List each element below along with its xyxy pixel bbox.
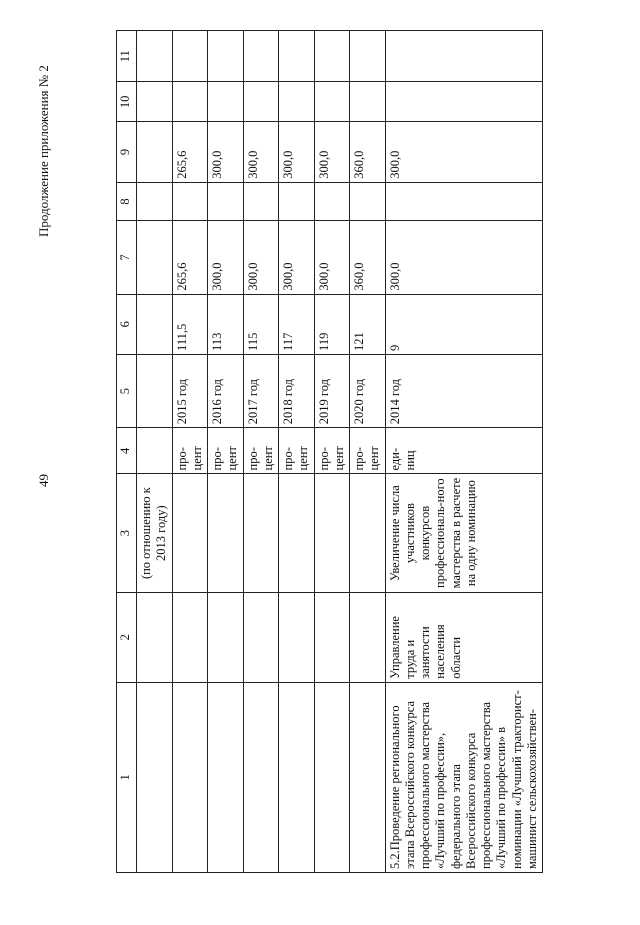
cell-year: 2018 год bbox=[279, 354, 315, 427]
cell-event bbox=[172, 682, 208, 872]
page-number: 49 bbox=[36, 474, 51, 487]
cell-executor bbox=[243, 592, 279, 682]
cell-event: 5.2.Проведение регионального этапа Всероссийского конкурса профессионального мастерства «Лучший по профессии», федерального этапа Всероссийского конкурса профессионального мастерства «Лучший по профессии» в номинации «Лучший тракторист-машинист сельскохозяйствен- bbox=[385, 682, 543, 872]
table-row bbox=[243, 31, 279, 873]
cell-amount: 300,0 bbox=[385, 221, 543, 294]
cell-unit bbox=[137, 428, 173, 474]
cell-executor: Управление труда и занятости населения области bbox=[385, 592, 543, 682]
col-header: 9 bbox=[117, 122, 137, 182]
table-row bbox=[137, 31, 173, 873]
cell-col9: 300,0 bbox=[208, 122, 244, 182]
program-table bbox=[116, 30, 543, 873]
cell-col10 bbox=[172, 82, 208, 122]
cell-col10 bbox=[137, 82, 173, 122]
col-header: 2 bbox=[117, 592, 137, 682]
cell-col11 bbox=[385, 31, 543, 82]
cell-indicator: Увеличение числа участников конкурсов профессиональ-ного мастерства в расчете на одну номинацию bbox=[385, 474, 543, 592]
cell-indicator bbox=[208, 474, 244, 592]
cell-indicator bbox=[314, 474, 350, 592]
cell-year: 2020 год bbox=[350, 354, 386, 427]
cell-year: 2014 год bbox=[385, 354, 543, 427]
cell-year: 2017 год bbox=[243, 354, 279, 427]
cell-col11 bbox=[279, 31, 315, 82]
continuation-note: Продолжение приложения № 2 bbox=[36, 65, 51, 237]
cell-col10 bbox=[208, 82, 244, 122]
cell-unit: про-цент bbox=[243, 428, 279, 474]
table-row bbox=[385, 31, 543, 873]
cell-col8 bbox=[243, 182, 279, 221]
cell-indicator bbox=[350, 474, 386, 592]
cell-unit: про-цент bbox=[172, 428, 208, 474]
cell-year: 2015 год bbox=[172, 354, 208, 427]
cell-event bbox=[350, 682, 386, 872]
cell-year: 2016 год bbox=[208, 354, 244, 427]
cell-executor bbox=[172, 592, 208, 682]
cell-unit: про-цент bbox=[350, 428, 386, 474]
cell-amount: 300,0 bbox=[314, 221, 350, 294]
cell-value: 9 bbox=[385, 294, 543, 354]
cell-indicator bbox=[279, 474, 315, 592]
cell-col8 bbox=[172, 182, 208, 221]
cell-year: 2019 год bbox=[314, 354, 350, 427]
cell-unit: про-цент bbox=[314, 428, 350, 474]
cell-col8 bbox=[385, 182, 543, 221]
cell-event bbox=[137, 682, 173, 872]
cell-event bbox=[314, 682, 350, 872]
cell-value: 115 bbox=[243, 294, 279, 354]
col-header: 8 bbox=[117, 182, 137, 221]
cell-year bbox=[137, 354, 173, 427]
cell-executor bbox=[279, 592, 315, 682]
cell-event bbox=[279, 682, 315, 872]
cell-unit: про-цент bbox=[208, 428, 244, 474]
cell-col8 bbox=[350, 182, 386, 221]
cell-value bbox=[137, 294, 173, 354]
cell-col9: 300,0 bbox=[243, 122, 279, 182]
cell-executor bbox=[208, 592, 244, 682]
cell-value: 121 bbox=[350, 294, 386, 354]
cell-amount: 300,0 bbox=[208, 221, 244, 294]
cell-col11 bbox=[243, 31, 279, 82]
cell-amount: 265,6 bbox=[172, 221, 208, 294]
cell-indicator bbox=[243, 474, 279, 592]
cell-col11 bbox=[208, 31, 244, 82]
column-number-row bbox=[117, 31, 137, 873]
cell-col8 bbox=[208, 182, 244, 221]
cell-col9: 300,0 bbox=[385, 122, 543, 182]
cell-amount: 300,0 bbox=[243, 221, 279, 294]
cell-indicator: (по отношению к 2013 году) bbox=[137, 474, 173, 592]
table-row bbox=[279, 31, 315, 873]
table-row bbox=[172, 31, 208, 873]
cell-executor bbox=[137, 592, 173, 682]
cell-col10 bbox=[314, 82, 350, 122]
cell-col8 bbox=[314, 182, 350, 221]
cell-executor bbox=[314, 592, 350, 682]
cell-col10 bbox=[350, 82, 386, 122]
table-row bbox=[350, 31, 386, 873]
cell-event bbox=[243, 682, 279, 872]
cell-value: 117 bbox=[279, 294, 315, 354]
col-header: 5 bbox=[117, 354, 137, 427]
page-header bbox=[36, 20, 76, 925]
cell-col8 bbox=[279, 182, 315, 221]
cell-unit: еди-ниц bbox=[385, 428, 543, 474]
table-row bbox=[314, 31, 350, 873]
cell-value: 113 bbox=[208, 294, 244, 354]
cell-amount: 300,0 bbox=[279, 221, 315, 294]
col-header: 6 bbox=[117, 294, 137, 354]
cell-value: 111,5 bbox=[172, 294, 208, 354]
col-header: 11 bbox=[117, 31, 137, 82]
cell-col10 bbox=[279, 82, 315, 122]
cell-amount: 360,0 bbox=[350, 221, 386, 294]
cell-indicator bbox=[172, 474, 208, 592]
cell-col10 bbox=[243, 82, 279, 122]
cell-value: 119 bbox=[314, 294, 350, 354]
cell-col10 bbox=[385, 82, 543, 122]
cell-col11 bbox=[172, 31, 208, 82]
cell-col9: 265,6 bbox=[172, 122, 208, 182]
cell-amount bbox=[137, 221, 173, 294]
col-header: 4 bbox=[117, 428, 137, 474]
cell-executor bbox=[350, 592, 386, 682]
col-header: 10 bbox=[117, 82, 137, 122]
cell-col9: 360,0 bbox=[350, 122, 386, 182]
rotated-table-area bbox=[116, 30, 576, 873]
cell-col8 bbox=[137, 182, 173, 221]
cell-col9: 300,0 bbox=[314, 122, 350, 182]
cell-col11 bbox=[350, 31, 386, 82]
col-header: 7 bbox=[117, 221, 137, 294]
cell-col11 bbox=[137, 31, 173, 82]
col-header: 1 bbox=[117, 682, 137, 872]
cell-col9 bbox=[137, 122, 173, 182]
cell-col9: 300,0 bbox=[279, 122, 315, 182]
cell-col11 bbox=[314, 31, 350, 82]
table-row bbox=[208, 31, 244, 873]
cell-event bbox=[208, 682, 244, 872]
col-header: 3 bbox=[117, 474, 137, 592]
cell-unit: про-цент bbox=[279, 428, 315, 474]
